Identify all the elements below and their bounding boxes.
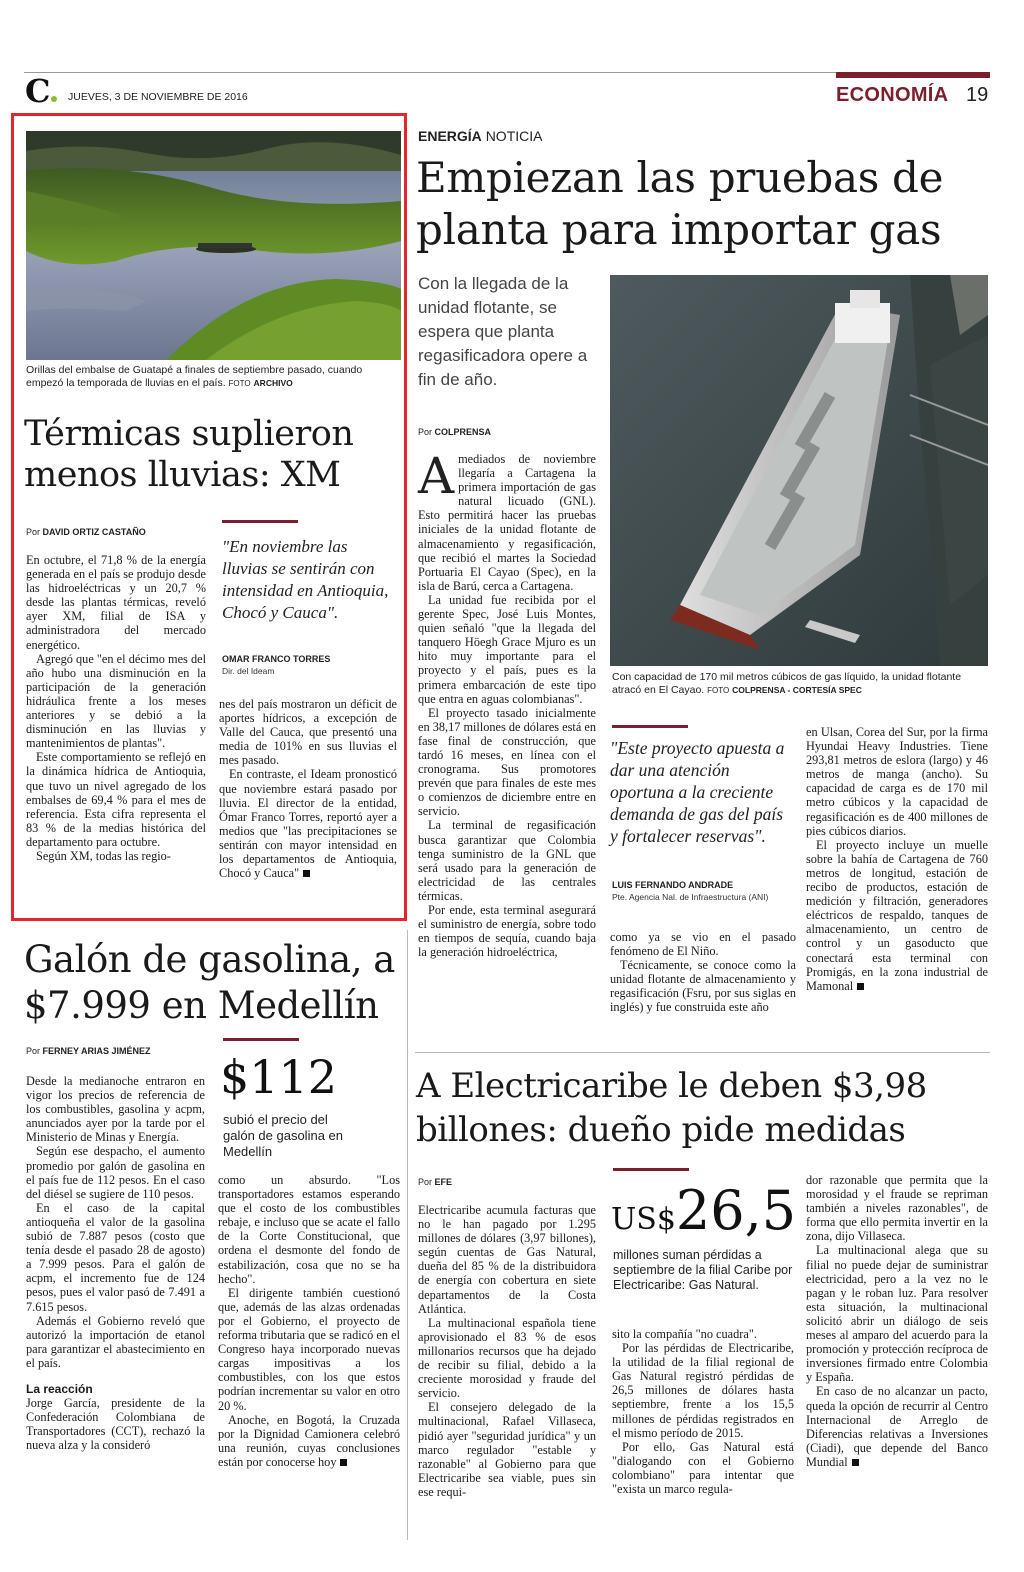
- art4-bignum-rule: [613, 1168, 689, 1171]
- art2-col1: [418, 447, 596, 960]
- art4-bignum-prefix: US$: [611, 1202, 676, 1237]
- art2-byline: [418, 427, 491, 437]
- art3-col1-p2: Según ese despacho, el aumento promedio por galón de gasolina en el país fue de 112 pesos. En el caso del diésel se sugiere de 110 pesos.: [26, 1144, 205, 1201]
- art1-col1-p1: En octubre, el 71,8 % de la energía generada en el país se produjo desde las hidroeléctricas y un 20,7 % desde las plantas térmicas, reveló ayer XM, filial de ISA y administradora del mercado energético.: [26, 553, 206, 652]
- art4-col1: [418, 1203, 596, 1499]
- art2-kicker-type: NOTICIA: [485, 128, 543, 144]
- art4-title: A Electricaribe le deben $3,98 billones: dueño pide medidas: [416, 1066, 927, 1150]
- art3-col2: [218, 1173, 400, 1469]
- art1-col1-p4: Según XM, todas las regio-: [36, 848, 171, 863]
- page-number: 19: [966, 84, 989, 106]
- art3-byline: [26, 1046, 151, 1056]
- issue-date: JUEVES, 3 DE NOVIEMBRE DE 2016: [68, 91, 248, 103]
- art2-col2-p1: como ya se vio en el pasado fenómeno de El Niño.: [610, 930, 796, 959]
- logo: [25, 72, 57, 110]
- logo-dot: [51, 96, 57, 102]
- ship-caption: [612, 671, 988, 697]
- art2-byline-pre: Por: [418, 427, 433, 437]
- art1-col2-p2-text: En contraste, el Ideam pronosticó que noviembre estará pasado por lluvia. El director de la entidad, Ómar Franco Torres, reportó ayer a medios que "las precipitaciones se sentirán con mayor intensidad en los departamentos de Antioquia, Chocó y Cauca": [219, 767, 397, 881]
- reservoir-caption: [26, 364, 401, 390]
- art3-col1-p4: Además el Gobierno reveló que autorizó la importación de etanol para garantizar el abastecimiento en el país.: [26, 1313, 205, 1370]
- column-divider: [407, 930, 408, 1540]
- art2-kicker: [418, 128, 542, 144]
- art1-byline-name: DAVID ORTIZ CASTAÑO: [42, 527, 146, 537]
- art4-top-rule: [415, 1052, 990, 1053]
- art3-col2-p3-text: Anoche, en Bogotá, la Cruzada por la Dignidad Camionera celebró una reunión, cuyas conclusiones están por conocerse hoy: [218, 1412, 400, 1469]
- art2-quote-rule: [612, 725, 688, 728]
- art4-col1-p2: La multinacional española tiene aprovisionado el 83 % de esos millonarios recursos que ha dejado de recibir su filial, debido a la creciente morosidad y fraude del servicio.: [418, 1315, 596, 1401]
- reservoir-caption-credit-pre: FOTO: [228, 379, 251, 388]
- end-mark-icon: [340, 1459, 347, 1466]
- art4-byline: [418, 1177, 452, 1187]
- art2-col3-p2: [806, 838, 988, 993]
- art3-subhead: La reacción: [26, 1381, 93, 1396]
- ship-caption-credit-pre: FOTO: [707, 686, 730, 695]
- art2-col1-p1: [418, 447, 596, 593]
- art2-quote-name: LUIS FERNANDO ANDRADE: [612, 880, 734, 890]
- end-mark-icon: [857, 983, 864, 990]
- art1-col2-p2: [219, 767, 397, 880]
- art4-bignum-caption: millones suman pérdidas a septiembre de la filial Caribe por Electricaribe: Gas Natural.: [613, 1248, 793, 1292]
- end-mark-icon: [852, 1459, 859, 1466]
- art3-col1: [26, 1074, 205, 1452]
- logo-letter: C: [25, 72, 51, 110]
- art4-byline-pre: Por: [418, 1177, 433, 1187]
- reservoir-caption-text: Orillas del embalse de Guatapé a finales de septiembre pasado, cuando empezó la temporada de lluvias en el país.: [26, 364, 363, 389]
- end-mark-icon: [303, 870, 310, 877]
- reservoir-photo-svg: [26, 131, 401, 360]
- art4-bignum-value: 26,5: [675, 1179, 797, 1242]
- art4-col2-p2: Por las pérdidas de Electricaribe, la utilidad de la filial regional de Gas Natural registró pérdidas de 26,5 millones de dólares hasta septiembre, frente a los 15,5 millones de pérdidas registrados en el mismo período de 2015.: [612, 1341, 794, 1440]
- art3-bignum-caption: subió el precio del galón de gasolina en Medellín: [223, 1112, 343, 1159]
- art2-title: Empiezan las pruebas de planta para importar gas: [416, 153, 944, 254]
- art2-byline-name: COLPRENSA: [434, 427, 492, 437]
- art4-col3-p3-text: En caso de no alcanzar un pacto, queda la opción de recurrir al Centro Internacional de Arreglo de Diferencias relativas a Inversiones (Ciadi), que depende del Banco Mundial: [806, 1384, 988, 1469]
- art3-col1-p5: Jorge García, presidente de la Confederación Colombiana de Transportadores (CCT), rechazó la nueva alza y la consideró: [26, 1396, 205, 1453]
- art1-quote-name: OMAR FRANCO TORRES: [222, 654, 331, 664]
- art1-col2: [219, 697, 397, 880]
- art2-col3-p1: en Ulsan, Corea del Sur, por la firma Hyundai Heavy Industries. Tiene 293,81 metros de eslora (largo) y 46 metros de manga (ancho). Su capacidad de carga es de 170 mil metro cúbicos y la capacidad de regasificación es de 400 millones de pies cúbicos diarios.: [806, 725, 988, 838]
- art2-col3-p2-text: El proyecto incluye un muelle sobre la bahía de Cartagena de 760 metros de longitud, estación de recibo de productos, estación de medición y filtración, generadores eléctricos de respaldo, tanques de almacenamiento, un centro de control y un gasoducto que conectará esta terminal con Promigás, en la zona industrial de Mamonal: [806, 837, 988, 993]
- art3-col2-p1: como un absurdo. "Los transportadores estamos esperando que el costo de los combustibles rebaje, e incluso que se acate el fallo de la Corte Constitucional, que ordena el desmonte del fondo de estabilización, cosa que no se ha hecho".: [218, 1173, 400, 1286]
- art4-col3-p2: La multinacional alega que su filial no puede dejar de suministrar electricidad, pero a la vez no le pagan y le roban luz. Para resolver esta situación, la multinacional solicitó abrir un diálogo de seis meses al amparo del acuerdo para la promoción y protección recíproca de inversiones firmado entre Colombia y España.: [806, 1243, 988, 1385]
- art4-byline-name: EFE: [434, 1177, 453, 1187]
- art3-title: Galón de gasolina, a $7.999 en Medellín: [24, 938, 395, 1027]
- art2-col2-p2: Técnicamente, se conoce como la unidad flotante de almacenamiento y regasificación (Fsru, por sus siglas en inglés) y fue construida este año: [610, 958, 796, 1015]
- art1-col1: [26, 553, 206, 863]
- art2-col1-p4: La terminal de regasificación busca garantizar que Colombia tenga suministro de la GNL que será usado para la generación de electricidad de las centrales térmicas.: [418, 818, 596, 903]
- art2-col3: [806, 725, 988, 993]
- art2-dropcap: A: [418, 447, 455, 505]
- art4-col3-p1: dor razonable que permita que la morosidad y el fraude se repriman también a niveles razonables", de forma que ello permita invertir en la zona, dijo Villaseca.: [806, 1173, 988, 1244]
- art1-quote-role: Dir. del Ideam: [222, 666, 275, 676]
- art2-quote-role: Pte. Agencia Nal. de Infraestructura (ANI): [612, 892, 769, 902]
- art1-quote-rule: [222, 520, 298, 523]
- art4-col3-p3: [806, 1384, 988, 1469]
- art2-kicker-topic: ENERGÍA: [418, 128, 482, 144]
- art1-title: Térmicas suplieron menos lluvias: XM: [24, 414, 354, 495]
- art2-col1-p2: La unidad fue recibida por el gerente Spec, José Luis Montes, quien señaló "que la llegada del tanquero Höegh Grace Mjuro es un hito muy importante para el proyecto y el país, pues es la primera embarcación de este tipo que entra en aguas colombianas".: [418, 592, 596, 706]
- art4-col2: [612, 1327, 794, 1496]
- art3-col1-p1: Desde la medianoche entraron en vigor los precios de referencia de los combustibles, gasolina y acpm, anunciados ayer por la tarde por el Ministerio de Minas y Energía.: [26, 1074, 205, 1145]
- art1-col2-p1: nes del país mostraron un déficit de aportes hídricos, a excepción de Valle del Cauca, que presentó una media de 101% en sus lluvias el mes pasado.: [219, 697, 397, 768]
- art2-pullquote: "Este proyecto apuesta a dar una atención oportuna a la creciente demanda de gas del país y fortalecer reservas".: [610, 738, 785, 846]
- art3-byline-name: FERNEY ARIAS JIMÉNEZ: [42, 1046, 151, 1056]
- art1-col1-p3: Este comportamiento se reflejó en la dinámica hídrica de Antioquia, que tuvo un nivel agregado de los embalses de 69,4 % para el mes de referencia. Esta cifra representa el 83 % de la medias histórica del departamento para octubre.: [26, 750, 206, 849]
- section-name: ECONOMÍA: [836, 84, 949, 106]
- art1-pullquote: "En noviembre las lluvias se sentirán con intensidad en Antioquia, Chocó y Cauca".: [222, 537, 389, 622]
- art3-bignum: $112: [220, 1050, 338, 1104]
- art4-col1-p1: Electricaribe acumula facturas que no le han pagado por 1.295 millones de dólares (3,97 billones), según cuentas de Gas Natural, dueña del 85 % de la distribuidora de energía con cobertura en siete departamentos de la Costa Atlántica.: [418, 1203, 596, 1316]
- art3-col2-p3: [218, 1413, 400, 1469]
- art1-byline-pre: Por: [26, 527, 41, 537]
- art2-col2: [610, 930, 796, 1015]
- art1-col1-p2: Agregó que "en el décimo mes del año hubo una disminución en la participación de la generación hidráulica frente a los meses anteriores y se debió a la disminución en las lluvias y mantenimientos de plantas".: [26, 651, 206, 751]
- ship-caption-credit: COLPRENSA - CORTESÍA SPEC: [732, 685, 862, 695]
- art3-bignum-rule: [223, 1038, 299, 1041]
- art4-bignum: [611, 1180, 796, 1255]
- reservoir-caption-credit: ARCHIVO: [253, 378, 293, 388]
- section-bar: [836, 72, 990, 78]
- art2-col1-p3: El proyecto tasado inicialmente en 38,17 millones de dólares está en fase final de construcción, que tardó 16 meses, en línea con el cronograma. Sus promotores prevén que para finales de este mes o comienzos de diciembre entre en servicio.: [418, 705, 596, 819]
- ship-photo: [610, 275, 988, 666]
- art2-col1-p5: Por ende, esta terminal asegurará el suministro de energía, sobre todo en tiempos de sequía, cuando baja la generación hidroeléctrica,: [418, 903, 596, 960]
- reservoir-photo: [26, 131, 401, 360]
- art1-byline: [26, 527, 146, 537]
- art2-lead: Con la llegada de la unidad flotante, se espera que planta regasificadora opere a fin de año.: [418, 274, 588, 389]
- art4-col2-p3: Por ello, Gas Natural está "dialogando con el Gobierno colombiano" para intentar que "exista un marco regula-: [612, 1439, 794, 1497]
- art2-col1-p1-text: mediados de noviembre llegaría a Cartagena la primera importación de gas natural licuado (GNL). Esto permitirá hacer las pruebas iniciales de la unidad flotante de almacenamiento y regasificación, que recibió el martes la Sociedad Portuaria El Cayao (Spec), en la isla de Barú, cerca a Cartagena.: [418, 452, 596, 593]
- art4-col1-p3: El consejero delegado de la multinacional, Rafael Villaseca, pidió ayer "seguridad jurídica" y un marco regulador "estable y razonable" al Gobierno para que Electricaribe sea viable, pues sin ese requi-: [418, 1400, 596, 1499]
- ship-caption-text: Con capacidad de 170 mil metros cúbicos de gas líquido, la unidad flotante atracó en El Cayao.: [612, 671, 962, 696]
- art3-col1-p3: En el caso de la capital antioqueña el valor de la gasolina subió de 7.887 pesos (costo que tenía desde el pasado 28 de agosto) a 7.999 pesos. Para el galón de acpm, el incremento fue de 124 pesos, pues el valor pasó de 7.491 a 7.615 pesos.: [26, 1200, 205, 1314]
- art3-byline-pre: Por: [26, 1046, 41, 1056]
- art3-col2-p2: El dirigente también cuestionó que, además de las alzas ordenadas por el Gobierno, el proyecto de reforma tributaria que se radicó en el Congreso haya incorporado nuevas cargas impositivas a los combustibles, con los que estos podrían incrementar su valor en otro 20 %.: [218, 1285, 400, 1413]
- art4-col2-p1: sito la compañía "no cuadra".: [612, 1327, 757, 1341]
- art4-col3: [806, 1173, 988, 1469]
- ship-photo-svg: [610, 275, 988, 666]
